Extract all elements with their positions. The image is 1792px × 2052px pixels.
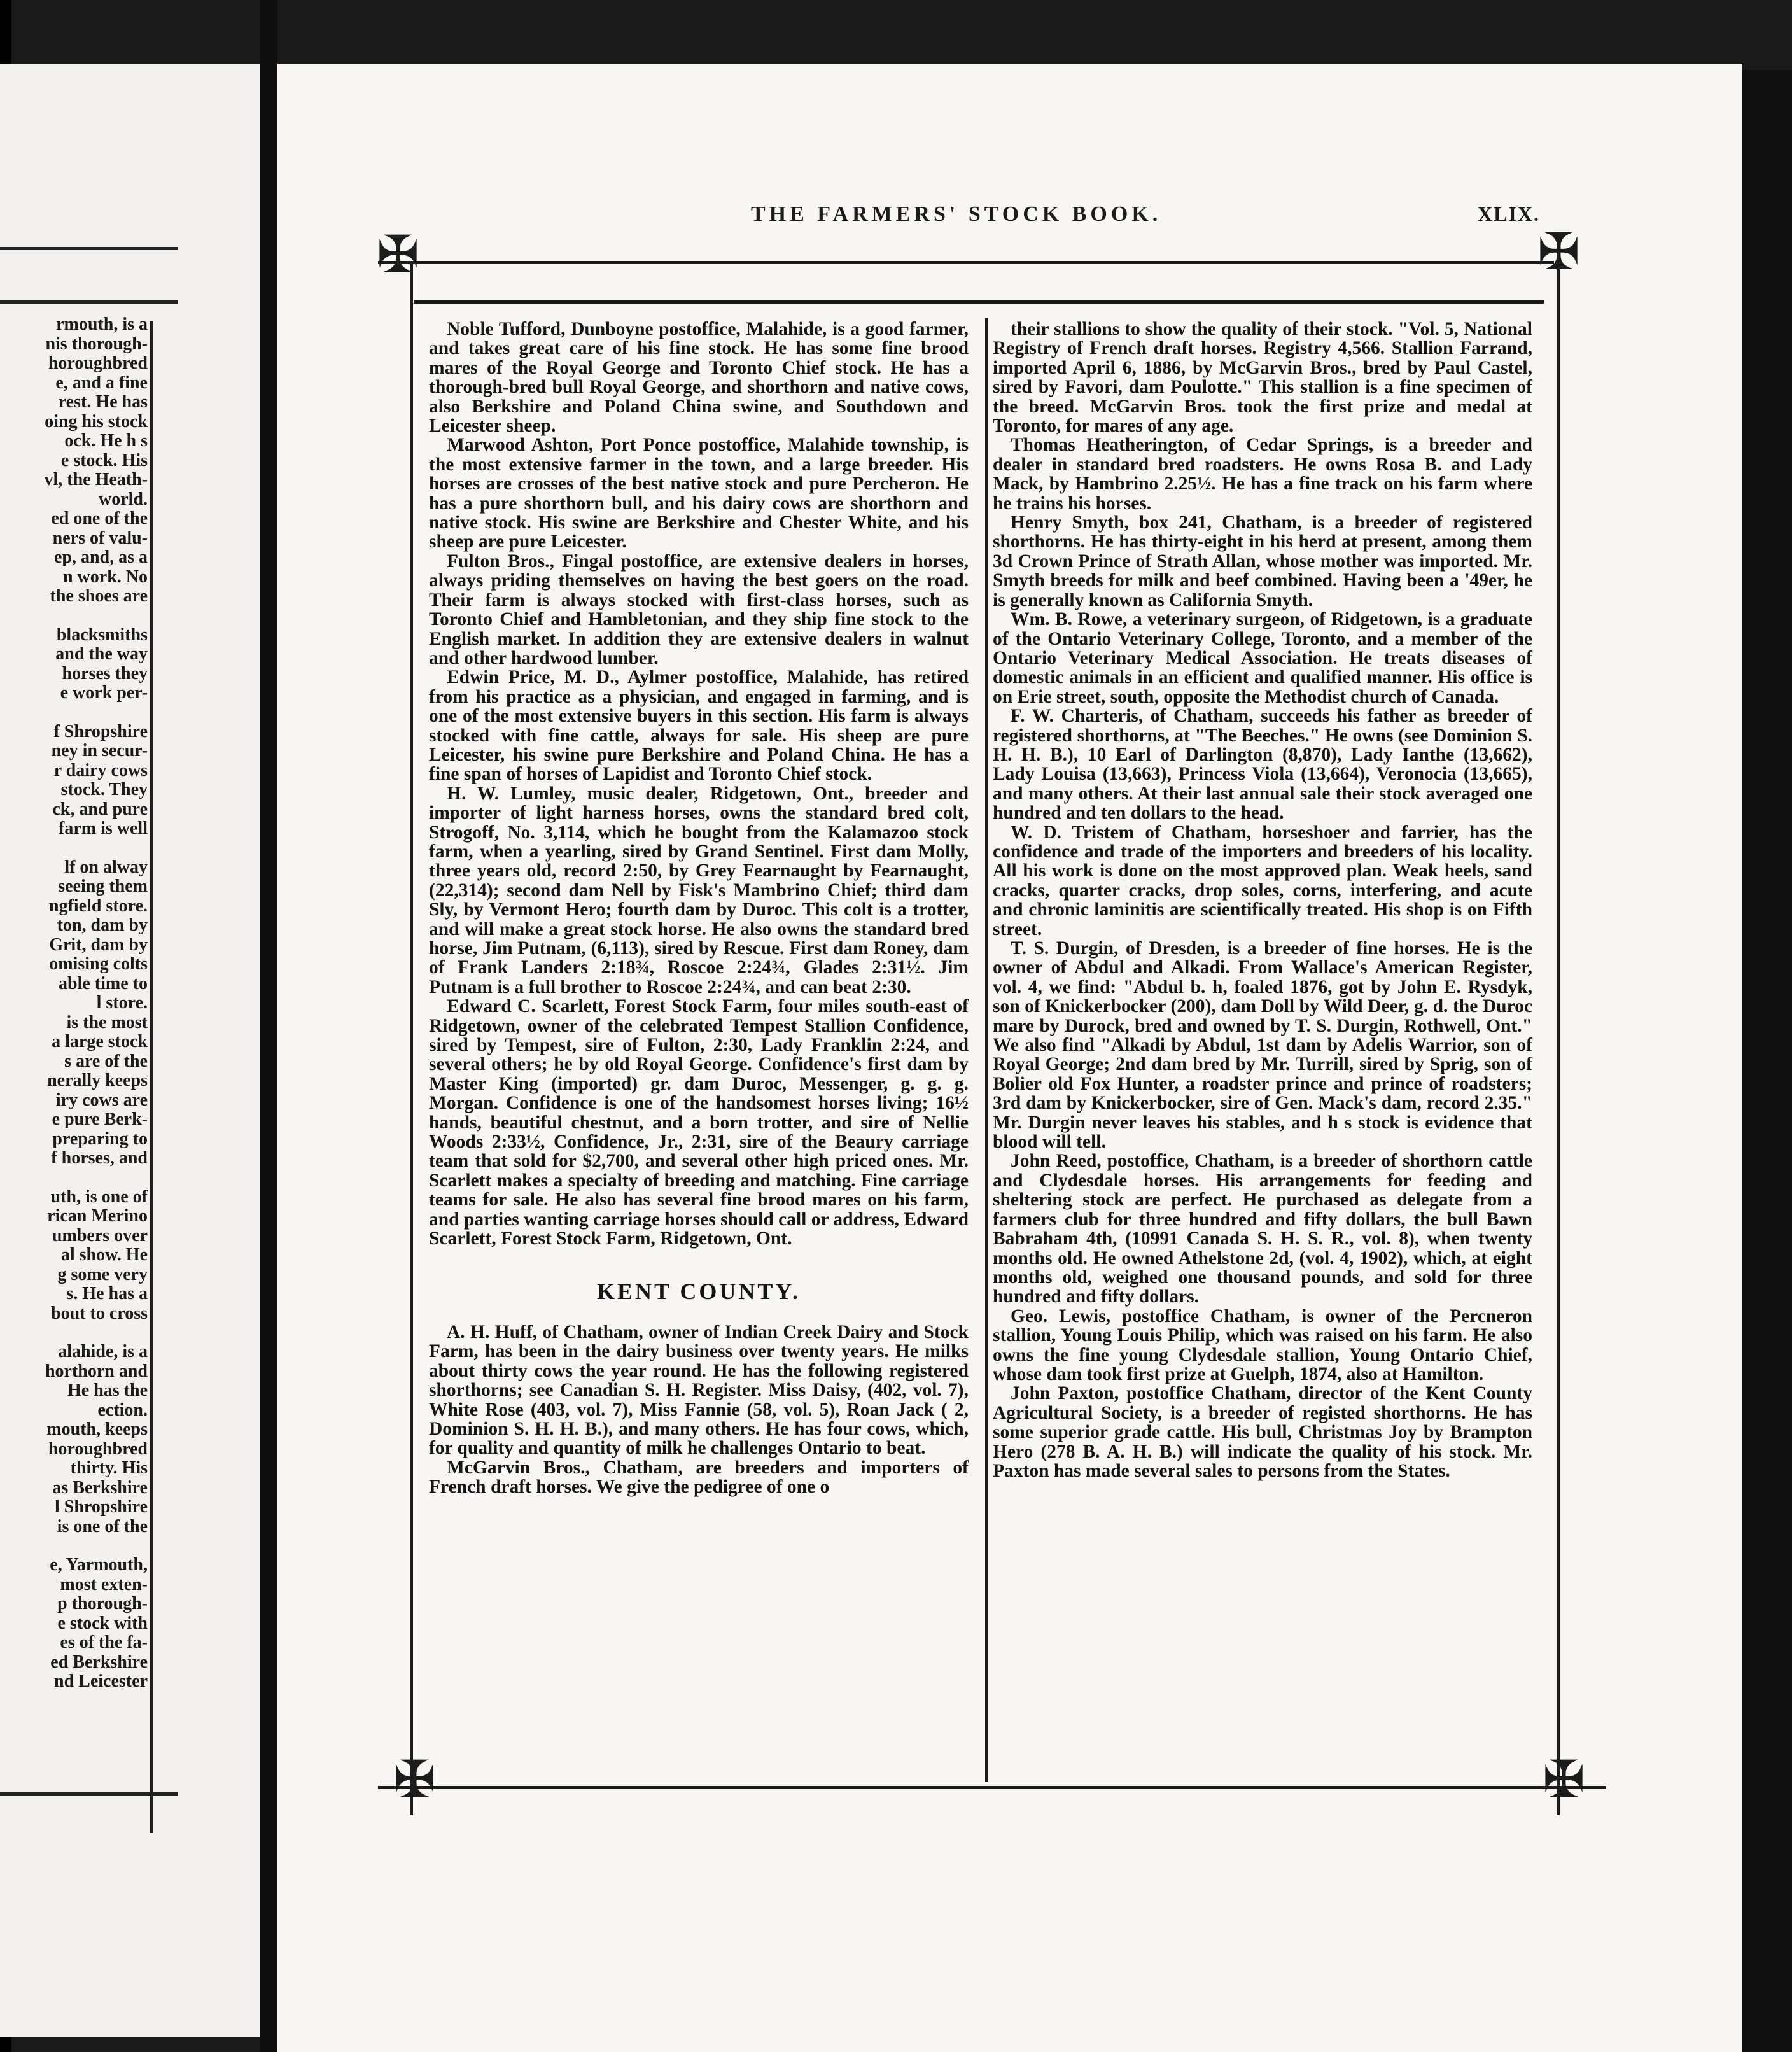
left-page-line: g some very <box>57 1264 148 1284</box>
frame-right-rule <box>1557 262 1560 1815</box>
entry-paragraph: A. H. Huff, of Chatham, owner of Indian Creek Dairy and Stock Farm, has been in the dairy business over twenty years. He milks about thirty cows the year round. He has the following registered shorthorns; see Canadian S. H. Register. Miss Daisy, (402, vol. 7), White Rose (403, vol. 7), Miss Fannie (58, vol. 5), Roan Jack ( 2, Dominion S. H. H. B.), and many others. He has four cows, which, for quality and quantity of milk he challenges Ontario to beat. <box>429 1321 969 1459</box>
left-page-line: and the way <box>55 644 148 664</box>
entry-paragraph: Thomas Heatherington, of Cedar Springs, is a breeder and dealer in standard bred roadsters. He owns Rosa B. and Lady Mack, by Hambrino 2.25½. He has a fine track on his farm where he trains his horses. <box>993 435 1532 514</box>
left-page-line: r dairy cows <box>53 760 148 780</box>
left-page-line: e, and a fine <box>55 372 148 393</box>
frame-left-rule <box>410 262 413 1815</box>
entry-paragraph: Noble Tufford, Dunboyne postoffice, Malahide, is a good farmer, and takes great care of his fine stock. He has some fine brood mares of the Royal George and Toronto Chief stock. He has a thorough-bred bull Royal George, and shorthorn and native cows, also Berkshire and Poland China swine, and Southdown and Leicester sheep. <box>429 319 969 437</box>
left-page-line: e work per- <box>60 683 148 703</box>
left-page-line: ection. <box>97 1400 148 1420</box>
left-page-line: ney in secur- <box>51 741 148 761</box>
corner-ornament-bottom-left-icon: ✠ <box>393 1750 437 1809</box>
left-page-column-rule <box>150 321 153 1833</box>
left-page-line: ton, dam by <box>57 915 148 935</box>
entry-paragraph: Edwin Price, M. D., Aylmer postoffice, Malahide, has retired from his practice as a physician, and engaged in farming, and is one of the most extensive buyers in this section. His farm is always stocked with fine cattle, always for sale. His sheep are pure Leicester, his swine pure Berkshire and Poland China. He has a fine span of horses of Lapidist and Toronto Chief stock. <box>429 667 969 785</box>
left-page-line: e, Yarmouth, <box>50 1555 148 1575</box>
left-page-line: n work. No <box>62 566 148 587</box>
left-page-line: e stock. His <box>60 450 148 470</box>
left-page-line: p thorough- <box>57 1594 148 1613</box>
entry-paragraph: W. D. Tristem of Chatham, horseshoer and farrier, has the confidence and trade of the importers and breeders of his locality. All his work is done on the most approved plan. Weak heels, sand cracks, quarter cracks, drop soles, corns, interfering, and acute and chronic laminitis are scientifically treated. His shop is on Fifth street. <box>993 822 1532 939</box>
entry-paragraph: Edward C. Scarlett, Forest Stock Farm, four miles south-east of Ridgetown, owner of the celebrated Tempest Stallion Confidence, sired by Tempest, sire of Fulton, 2:30, Lady Franklin 2:24, and several others; he by old Royal George. Confidence's first dam by Master King (imported) gr. dam Duroc, Messenger, g. g. g. Morgan. Confidence is one of the handsomest horses living; 16½ hands, beautiful chestnut, and a born trotter, and sire of Nellie Woods 2:33½, Confidence, Jr., 2:31, sire of the Beaury carriage team that sold for $2,700, and several other high priced ones. Mr. Scarlett makes a specialty of breeding and matching. Fine carriage teams for sale. He also has several fine brood mares on his farm, and parties wanting carriage horses should call or address, Edward Scarlett, Forest Stock Farm, Ridgetown, Ont. <box>429 996 969 1249</box>
left-page-line: preparing to <box>52 1128 148 1149</box>
section-heading-kent-county: KENT COUNTY. <box>596 1278 801 1304</box>
left-page-line: the shoes are <box>50 586 148 606</box>
left-page-line: e pure Berk- <box>52 1109 148 1129</box>
column-divider-rule <box>985 318 988 1782</box>
left-page-line: ock. He h s <box>64 431 148 451</box>
left-page-line: lf on alway <box>64 857 148 877</box>
left-page-line: l Shropshire <box>54 1497 148 1517</box>
left-page-line: oing his stock <box>45 411 148 432</box>
left-page-line: thirty. His <box>70 1458 148 1478</box>
left-page-line: nd Leicester <box>54 1671 148 1691</box>
left-page-line: as Berkshire <box>52 1477 148 1498</box>
left-page-line: rmouth, is a <box>56 314 148 334</box>
corner-ornament-top-left-icon: ✠ <box>377 225 420 284</box>
frame-top-rule <box>378 261 1554 264</box>
left-page-line: umbers over <box>52 1225 148 1246</box>
entry-paragraph: Marwood Ashton, Port Ponce postoffice, Malahide township, is the most extensive farmer in the town, and a large breeder. His horses are crosses of the best native stock and pure Percheron. He has a pure shorthorn bull, and his dairy cows are shorthorn and native stock. His swine are Berkshire and Chester White, and his sheep are pure Leicester. <box>429 435 969 552</box>
left-page-line: alahide, is a <box>58 1342 148 1361</box>
page-edge-shadow <box>1742 70 1792 2052</box>
left-page-line: l store. <box>96 993 148 1013</box>
entry-paragraph: John Paxton, postoffice Chatham, director of the Kent County Agricultural Society, is a breeder of registed shorthorns. He has some superior grade cattle. His bull, Christmas Joy by Brampton Hero (278 B. A. H. B.) will indicate the quality of his stock. Mr. Paxton has made several sales to persons from the States. <box>993 1383 1532 1481</box>
corner-ornament-bottom-right-icon: ✠ <box>1543 1750 1586 1809</box>
left-page-line: s. He has a <box>66 1284 148 1304</box>
frame-bottom-rule <box>378 1786 1606 1789</box>
left-page-bottom-rule <box>0 1792 178 1795</box>
left-page-line: f Shropshire <box>53 721 148 741</box>
left-page-line: blacksmiths <box>56 624 148 645</box>
left-page-line: mouth, keeps <box>46 1419 148 1439</box>
left-page-header-rule <box>0 300 178 304</box>
left-page-line: e stock with <box>57 1613 148 1633</box>
left-page-line: vl, the Heath- <box>44 470 148 489</box>
left-page-line: s are of the <box>64 1051 148 1071</box>
left-page-text-column <box>0 315 148 1692</box>
left-page-line: able time to <box>59 973 148 994</box>
entry-paragraph: their stallions to show the quality of their stock. "Vol. 5, National Registry of French draft horses. Registry 4,566. Stallion Farrand, imported April 6, 1886, by McGarvin Bros., bred by Paul Castel, sired by Favori, dam Poulotte." This stallion is a fine specimen of the breed. McGarvin Bros. took the first prize and medal at Toronto, for mares of any age. <box>993 319 1532 437</box>
entry-paragraph: T. S. Durgin, of Dresden, is a breeder of fine horses. He is the owner of Abdul and Alkadi. From Wallace's American Register, vol. 4, we find: "Abdul b. h, foaled 1876, got by John E. Rysdyk, son of Knickerbocker (200), dam Doll by Wild Deer, g. d. the Duroc mare by Durock, bred and owned by T. S. Durgin, Rothwell, Ont." We also find "Alkadi by Abdul, 1st dam by Adelis Warrior, son of Royal George; 2nd dam bred by Mr. Turrill, sired by Sprig, son of Bolier old Fox Hunter, a roadster prince and prince of roadsters; 3rd dam by Knickerbocker, sire of Gen. Mack's dam, record 2.35." Mr. Durgin never leaves his stables, and h s stock is evidence that blood will tell. <box>993 938 1532 1153</box>
entry-paragraph: Wm. B. Rowe, a veterinary surgeon, of Ridgetown, is a graduate of the Ontario Veterinary College, Toronto, and a member of the Ontario Veterinary Medical Association. He treats diseases of domestic animals in an efficient and qualified manner. His office is on Erie street, south, opposite the Methodist church of Canada. <box>993 609 1532 707</box>
page-gutter <box>260 0 277 2052</box>
left-page-line: ed one of the <box>51 509 148 528</box>
left-page-line: horthorn and <box>45 1361 148 1381</box>
running-header-title: THE FARMERS' STOCK BOOK. <box>751 202 1162 226</box>
page-number: XLIX. <box>1477 202 1540 225</box>
left-facing-page <box>0 64 260 2037</box>
left-page-line: nerally keeps <box>47 1071 148 1090</box>
left-page-line: bout to cross <box>51 1303 148 1323</box>
corner-ornament-top-right-icon: ✠ <box>1537 222 1581 281</box>
left-page-line: horoughbred <box>48 353 148 373</box>
entry-paragraph: John Reed, postoffice, Chatham, is a breeder of shorthorn cattle and Clydesdale horses. His arrangements for feeding and sheltering stock are perfect. He purchased as delegate from a farmers club for three hundred and fifty dollars, the bull Bawn Babraham 4th, (10991 Canada S. H. S. R., vol. 8), when twenty months old. He owned Athelstone 2d, (vol. 4, 1902), which, at eight months old, weighed one thousand pounds, and sold for three hundred and fifty dollars. <box>993 1151 1532 1307</box>
left-page-line: uth, is one of <box>50 1186 148 1207</box>
header-rule <box>414 300 1544 304</box>
left-page-line: omising colts <box>49 954 148 974</box>
entry-paragraph: F. W. Charteris, of Chatham, succeeds his father as breeder of registered shorthorns, at "The Beeches." He owns (see Dominion S. H. H. B.), 10 Earl of Darlington (8,870), Lady Ianthe (13,662), Lady Louisa (13,663), Princess Viola (13,664), Veronocia (13,665), and many others. At their last annual sale their stock averaged one hundred and ten dollars to the head. <box>993 706 1532 824</box>
left-page-line: ners of valu- <box>52 528 148 548</box>
left-page-line: most exten- <box>60 1574 148 1594</box>
left-page-line: f horses, and <box>51 1148 148 1168</box>
left-page-line: iry cows are <box>55 1090 148 1110</box>
left-page-line: seeing them <box>58 876 148 896</box>
entry-paragraph: McGarvin Bros., Chatham, are breeders and importers of French draft horses. We give the pedigree of one o <box>429 1457 969 1498</box>
entry-paragraph: Henry Smyth, box 241, Chatham, is a breeder of registered shorthorns. He has thirty-eight in his herd at present, among them 3d Crown Prince of Strath Allan, whose mother was imported. Mr. Smyth breeds for milk and beef combined. Having been a '49er, he is generally known as California Smyth. <box>993 512 1532 610</box>
left-page-line: es of the fa- <box>60 1633 148 1652</box>
left-page-line: ngfield store. <box>48 896 148 916</box>
left-page-line: world. <box>99 489 148 509</box>
left-page-line: ep, and, as a <box>53 547 148 567</box>
left-page-line: Grit, dam by <box>49 934 148 955</box>
entry-paragraph: Geo. Lewis, postoffice Chatham, is owner of the Percneron stallion, Young Louis Philip, which was raised on his farm. He also owns the fine young Clydesdale stallion, Young Ontario Chief, whose dam took first prize at Guelph, 1874, also at Hamilton. <box>993 1305 1532 1384</box>
left-page-line: nis thorough- <box>45 334 148 354</box>
column-1-entries-after-heading <box>429 1323 969 1497</box>
column-2 <box>993 320 1532 1480</box>
left-page-line: farm is well <box>59 819 148 838</box>
left-page-line: ed Berkshire <box>50 1652 148 1672</box>
left-page-line: is one of the <box>57 1516 148 1536</box>
column-1-entries <box>429 320 969 1249</box>
entry-paragraph: H. W. Lumley, music dealer, Ridgetown, Ont., breeder and importer of light harness horses, owns the standard bred colt, Strogoff, No. 3,114, which he bought from the Kalamazoo stock farm, when a yearling, sired by Grand Sentinel. First dam Molly, three years old, record 2:50, by Grey Fearnaught by Fearnaught, (22,314); second dam Nell by Fisk's Mambrino Chief; third dam Sly, by Vermont Hero; fourth dam by Duroc. This colt is a trotter, and will make a great stock horse. He also owns the standard bred horse, Jim Putnam, (6,113), sired by Rescue. First dam Roney, dam of Frank Landers 2:18¾, Roscoe 2:24¾, Glades 2:31½. Jim Putnam is a full brother to Roscoe 2:24¾, and can beat 2:30. <box>429 783 969 997</box>
left-page-line: ck, and pure <box>52 799 148 819</box>
left-page-line: stock. They <box>60 780 148 799</box>
running-header <box>420 202 1540 234</box>
left-page-top-rule <box>0 247 178 250</box>
left-page-line: rican Merino <box>47 1206 148 1226</box>
left-page-line: rest. He has <box>58 392 148 412</box>
left-page-line: He has the <box>67 1381 148 1400</box>
entry-paragraph: Fulton Bros., Fingal postoffice, are extensive dealers in horses, always priding themselves on having the best goers on the road. Their farm is always stocked with first-class horses, such as Toronto Chief and Hambletonian, and they ship fine stock to the English market. In addition they are extensive dealers in walnut and other hardwood lumber. <box>429 551 969 668</box>
left-page-line: is the most <box>66 1012 148 1032</box>
left-page-line: horoughbred <box>48 1438 148 1459</box>
left-page-line: horses they <box>62 663 148 684</box>
left-page-line: al show. He <box>60 1245 148 1265</box>
column-1 <box>429 320 969 1497</box>
left-page-line: a large stock <box>52 1032 148 1051</box>
